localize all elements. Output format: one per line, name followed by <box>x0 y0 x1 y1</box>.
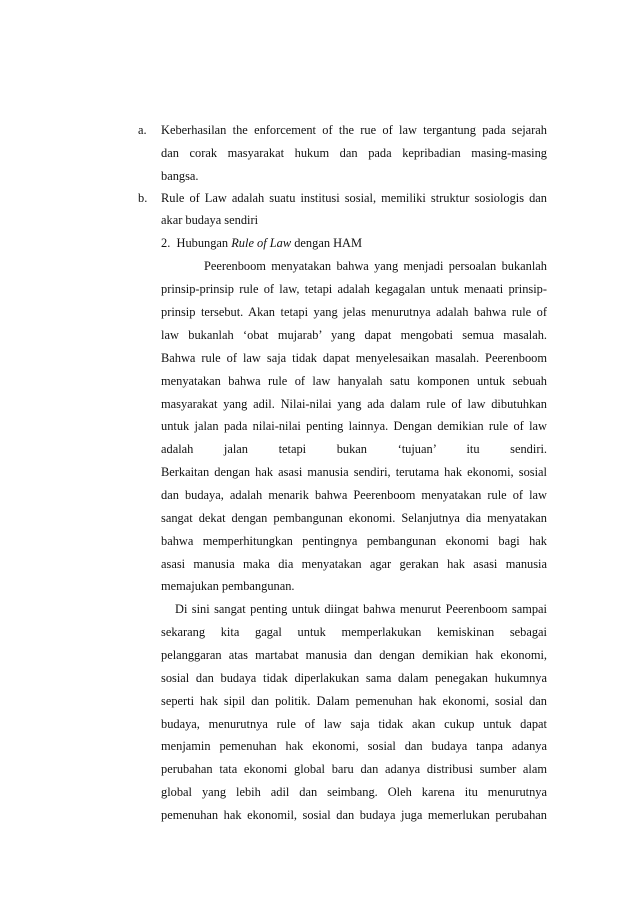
paragraph-1-line: law bukanlah ‘obat mujarab’ yang dapat mengobati semua masalah. <box>161 328 547 342</box>
section-number: 2. <box>161 236 171 250</box>
list-a-line: dan corak masyarakat hukum dan pada kepribadian masing-masing <box>161 146 547 160</box>
list-b-line: Rule of Law adalah suatu institusi sosial, memiliki struktur sosiologis dan <box>161 191 547 205</box>
paragraph-2-line: global yang lebih adil dan seimbang. Oleh karena itu menurutnya <box>161 785 547 799</box>
paragraph-1-line: dan budaya, adalah menarik bahwa Peerenboom menyatakan rule of law <box>161 488 547 502</box>
list-a-line: Keberhasilan the enforcement of the rue of law tergantung pada sejarah <box>161 123 547 137</box>
paragraph-1-line: untuk jalan pada nilai-nilai penting lainnya. Dengan demikian rule of law <box>161 419 547 433</box>
paragraph-1-line: asasi manusia maka dia menyatakan agar gerakan hak asasi manusia <box>161 557 547 571</box>
list-marker-a: a. <box>138 123 147 137</box>
paragraph-2-line: budaya, menurutnya rule of law saja tidak akan cukup untuk dapat <box>161 717 547 731</box>
paragraph-2-line: seperti hak sipil dan politik. Dalam pemenuhan hak ekonomi, sosial dan <box>161 694 547 708</box>
paragraph-2-line: menjamin pemenuhan hak ekonomi, sosial dan budaya tanpa adanya <box>161 739 547 753</box>
paragraph-2-line: Di sini sangat penting untuk diingat bahwa menurut Peerenboom sampai <box>175 602 547 616</box>
list-b-line: akar budaya sendiri <box>161 213 259 227</box>
section-title-pre: Hubungan <box>176 236 229 250</box>
paragraph-2-line: pemenuhan hak ekonomil, sosial dan budaya juga memerlukan perubahan <box>161 808 547 822</box>
section-heading <box>161 235 362 251</box>
paragraph-1-line: masyarakat yang adil. Nilai-nilai yang ada dalam rule of law dibutuhkan <box>161 397 547 411</box>
paragraph-1-line: adalah jalan tetapi bukan ‘tujuan’ itu sendiri. <box>161 442 547 456</box>
paragraph-2-line: sekarang kita gagal untuk memperlakukan kemiskinan sebagai <box>161 625 547 639</box>
paragraph-2-line: perubahan tata ekonomi global baru dan adanya distribusi sumber alam <box>161 762 547 776</box>
list-marker-b: b. <box>138 191 148 205</box>
paragraph-1-line: sangat dekat dengan pembangunan ekonomi. Selanjutnya dia menyatakan <box>161 511 547 525</box>
paragraph-1-line: prinsip-prinsip rule of law, tetapi adalah kegagalan untuk menaati prinsip- <box>161 282 547 296</box>
paragraph-1-line: memajukan pembangunan. <box>161 579 295 593</box>
paragraph-1-line: Peerenboom menyatakan bahwa yang menjadi persoalan bukanlah <box>204 259 547 273</box>
paragraph-1-line: menyatakan bahwa rule of law hanyalah satu komponen untuk sebuah <box>161 374 547 388</box>
paragraph-1-line: bahwa memperhitungkan pentingnya pembangunan ekonomi bagi hak <box>161 534 547 548</box>
paragraph-1-line: prinsip tersebut. Akan tetapi yang jelas menurutnya adalah bahwa rule of <box>161 305 547 319</box>
list-a-line: bangsa. <box>161 169 199 183</box>
paragraph-2-line: sosial dan budaya tidak diperlakukan sama dalam penegakan hukumnya <box>161 671 547 685</box>
section-title-post: dengan HAM <box>294 236 363 250</box>
paragraph-2-line: pelanggaran atas martabat manusia dan dengan demikian hak ekonomi, <box>161 648 547 662</box>
section-title-emphasis: Rule of Law <box>231 236 292 250</box>
paragraph-1-line: Bahwa rule of law saja tidak dapat menyelesaikan masalah. Peerenboom <box>161 351 547 365</box>
paragraph-1-line: Berkaitan dengan hak asasi manusia sendiri, terutama hak ekonomi, sosial <box>161 465 547 479</box>
